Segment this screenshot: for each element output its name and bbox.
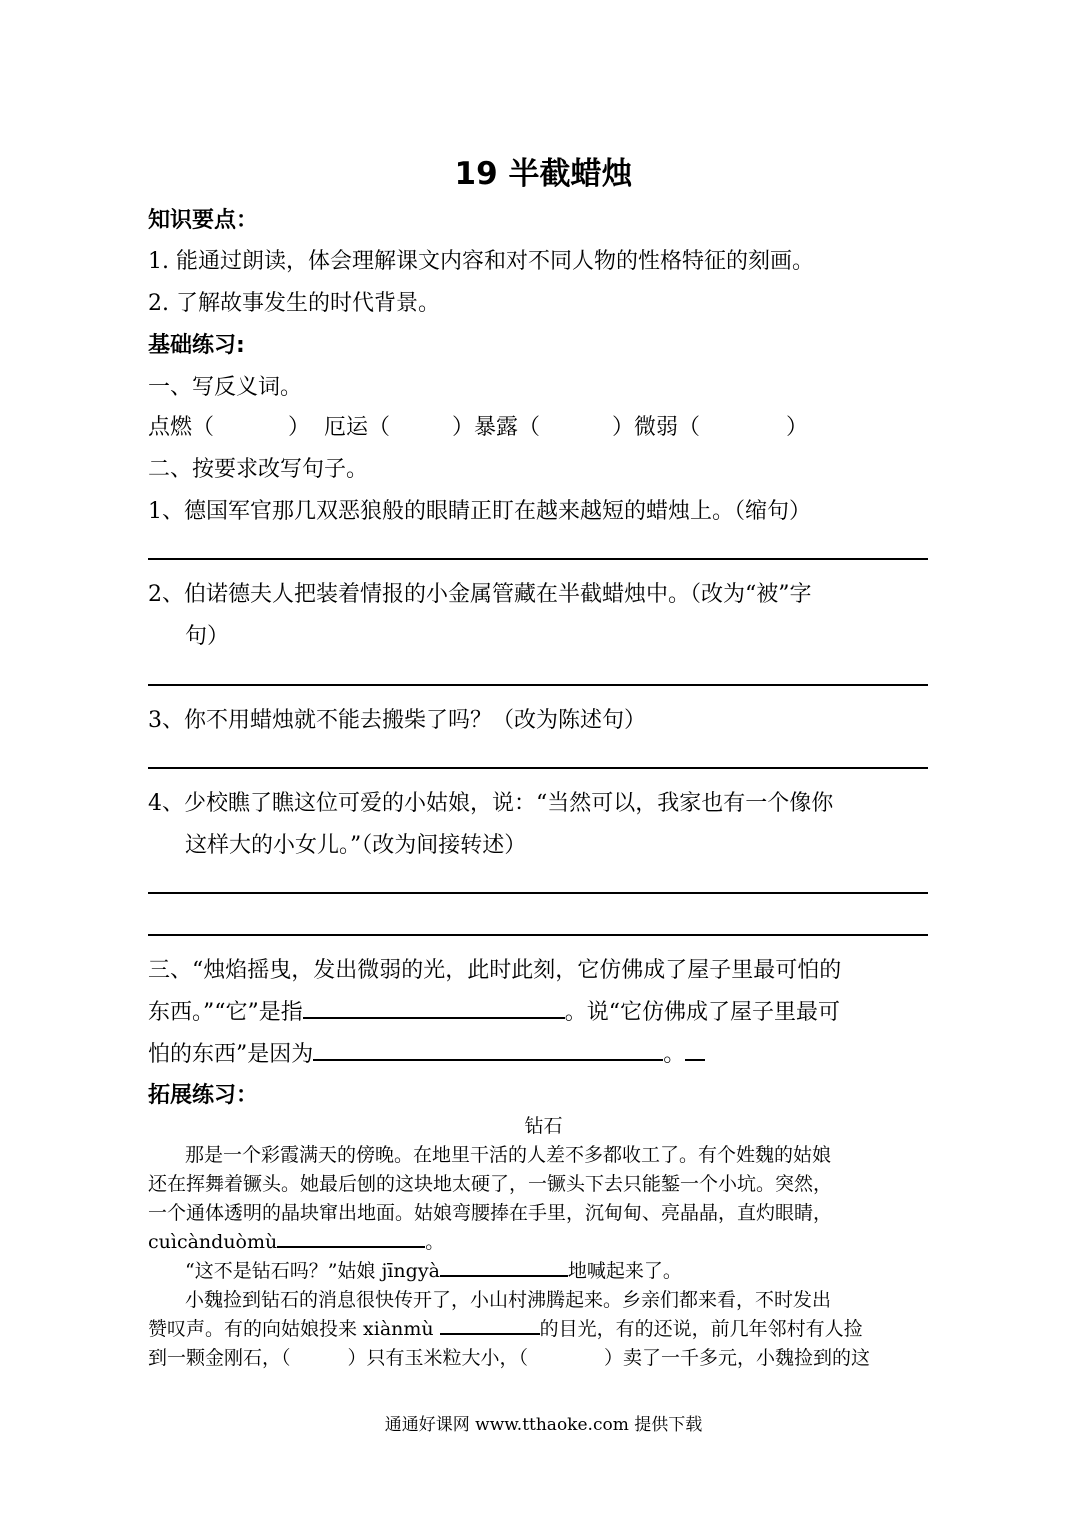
p1-end-mark: 。: [425, 1231, 445, 1253]
antonym-word-2: 厄运（: [324, 415, 391, 440]
rewrite-sentence-3: 3、你不用蜡烛就不能去搬柴了吗？（改为陈述句）: [148, 708, 646, 733]
basic-heading: 基础练习:: [148, 333, 245, 358]
page-title: 19 半截蜡烛: [454, 156, 633, 192]
extension-heading: 拓展练习：: [148, 1083, 259, 1108]
pinyin-jingya-prompt: “这不是钻石吗？”姑娘 jīngyà: [185, 1260, 440, 1282]
antonym-word-1: 点燃（: [148, 415, 215, 440]
rewrite-sentence-2: 2、伯诺德夫人把装着情报的小金属管藏在半截蜡烛中。（改为“被”字: [148, 582, 812, 607]
rewrite-sentence-1: 1、德国军官那几双恶狼般的眼睛正盯在越来越短的蜡烛上。（缩句）: [148, 499, 811, 524]
rewrite-sentence-4-cont: 这样大的小女儿。”（改为间接转述）: [185, 833, 527, 858]
blank-jingya[interactable]: [440, 1256, 568, 1277]
story-p1-line1: 那是一个彩霞满天的傍晚。在地里干活的人差不多都收工了。有个姓魏的姑娘: [185, 1144, 832, 1166]
answer-line-4b[interactable]: [148, 934, 928, 936]
story-title: 钻石: [524, 1115, 563, 1137]
antonym-close-4: ）: [786, 415, 809, 440]
antonym-close-1: ）: [288, 415, 311, 440]
story-p3-line2-end: 的目光，有的还说，前几年邻村有人捡: [539, 1318, 863, 1340]
quote-prompt-because: 怕的东西”是因为: [148, 1042, 314, 1067]
story-p2: [185, 1256, 682, 1283]
knowledge-item-2: 2. 了解故事发生的时代背景。: [148, 291, 440, 316]
rewrite-question-title: 二、按要求改写句子。: [148, 457, 369, 482]
pinyin-cuicanduomu: cuìcànduòmù: [148, 1231, 278, 1253]
story-p1-line2: 还在挥舞着镢头。她最后刨的这块地太硬了，一镢头下去只能錾一个小坑。突然，: [148, 1173, 833, 1195]
knowledge-heading: 知识要点：: [148, 208, 259, 233]
quote-question-line-2: [148, 995, 840, 1026]
answer-line-3[interactable]: [148, 767, 928, 769]
blank-xianmu[interactable]: [440, 1314, 540, 1335]
story-p1-line3: 一个通体透明的晶块窜出地面。姑娘弯腰捧在手里，沉甸甸、亮晶晶，直灼眼睛，: [148, 1202, 833, 1224]
blank-tail: [685, 1037, 705, 1061]
footer-source: 通通好课网 www.tthaoke.com 提供下载: [384, 1415, 703, 1435]
quote-question-line-3: [148, 1037, 705, 1068]
rewrite-sentence-2-cont: 句）: [185, 624, 230, 649]
answer-line-2[interactable]: [148, 684, 928, 686]
story-p3-line2: [148, 1314, 863, 1341]
story-p2-end: 地喊起来了。: [567, 1260, 682, 1282]
quote-prompt-it: 东西。”“它”是指: [148, 1000, 303, 1025]
quote-prompt-why: 。说“它仿佛成了屋子里最可: [564, 1000, 840, 1025]
story-p1-line4: [148, 1227, 444, 1254]
antonym-word-4: ）微弱（: [612, 415, 701, 440]
blank-because[interactable]: [313, 1037, 663, 1061]
quote-end-mark: 。: [663, 1042, 686, 1067]
blank-it-refers-to[interactable]: [303, 995, 565, 1019]
pinyin-xianmu-prompt: 赞叹声。有的向姑娘投来 xiànmù: [148, 1318, 434, 1340]
story-p3-line1: 小魏捡到钻石的消息很快传开了，小山村沸腾起来。乡亲们都来看，不时发出: [185, 1289, 832, 1311]
knowledge-item-1: 1. 能通过朗读，体会理解课文内容和对不同人物的性格特征的刻画。: [148, 249, 814, 274]
rewrite-sentence-4: 4、少校瞧了瞧这位可爱的小姑娘，说：“当然可以，我家也有一个像你: [148, 791, 834, 816]
answer-line-4a[interactable]: [148, 892, 928, 894]
antonym-word-3: ）暴露（: [452, 415, 541, 440]
blank-cuicanduomu[interactable]: [277, 1227, 425, 1248]
antonym-question-title: 一、写反义词。: [148, 375, 303, 400]
answer-line-1[interactable]: [148, 558, 928, 560]
story-p3-line3: 到一颗金刚石，（ ）只有玉米粒大小，（ ）卖了一千多元，小魏捡到的这: [148, 1347, 871, 1369]
quote-question: 三、“烛焰摇曳，发出微弱的光，此时此刻，它仿佛成了屋子里最可怕的: [148, 958, 842, 983]
